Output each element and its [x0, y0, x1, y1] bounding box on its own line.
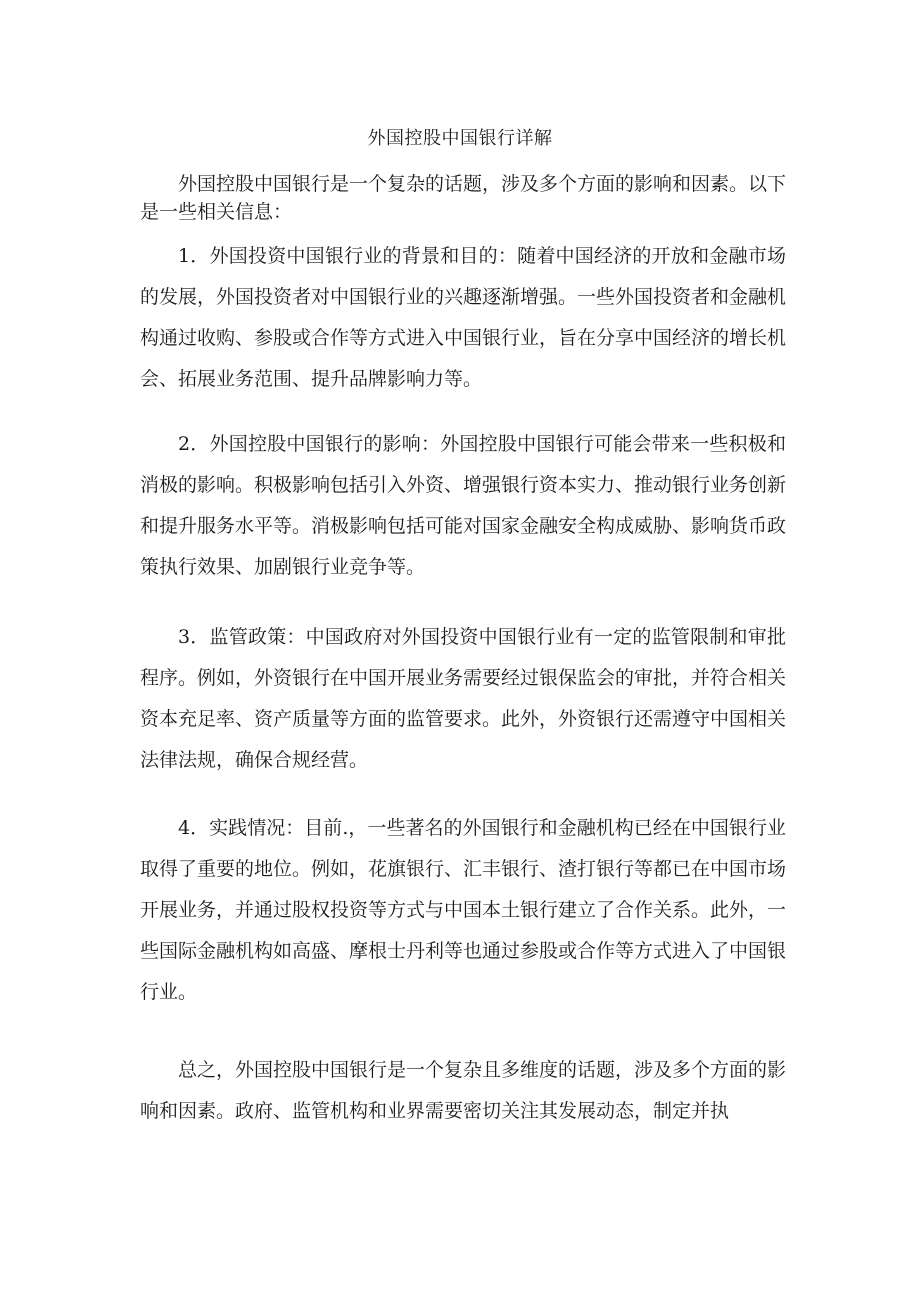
paragraph-background: 1．外国投资中国银行业的背景和目的：随着中国经济的开放和金融市场的发展，外国投资者对中国银行业的兴趣逐渐增强。一些外国投资者和金融机构通过收购、参股或合作等方式进入中国银行业，旨在分享中国经济的增长机会、拓展业务范围、提升品牌影响力等。: [140, 245, 787, 390]
paragraph-conclusion: 总之，外国控股中国银行是一个复杂且多维度的话题，涉及多个方面的影响和因素。政府、监管机构和业界需要密切关注其发展动态，制定并执: [140, 1059, 787, 1122]
intro-paragraph: 外国控股中国银行是一个复杂的话题，涉及多个方面的影响和因素。以下是一些相关信息：: [140, 173, 787, 223]
paragraph-impact: 2．外国控股中国银行的影响：外国控股中国银行可能会带来一些积极和消极的影响。积极影响包括引入外资、增强银行资本实力、推动银行业务创新和提升服务水平等。消极影响包括可能对国家金融安全构成威胁、影响货币政策执行效果、加剧银行业竞争等。: [140, 433, 787, 578]
paragraph-regulation: 3．监管政策：中国政府对外国投资中国银行业有一定的监管限制和审批程序。例如，外资银行在中国开展业务需要经过银保监会的审批，并符合相关资本充足率、资产质量等方面的监管要求。此外，外资银行还需遵守中国相关法律法规，确保合规经营。: [140, 626, 787, 771]
paragraph-practice: 4．实践情况：目前.，一些著名的外国银行和金融机构已经在中国银行业取得了重要的地位。例如，花旗银行、汇丰银行、渣打银行等都已在中国市场开展业务，并通过股权投资等方式与中国本土银行建立了合作关系。此外，一些国际金融机构如高盛、摩根士丹利等也通过参股或合作等方式进入了中国银行业。: [140, 817, 787, 1003]
document-title: 外国控股中国银行详解: [367, 128, 553, 149]
